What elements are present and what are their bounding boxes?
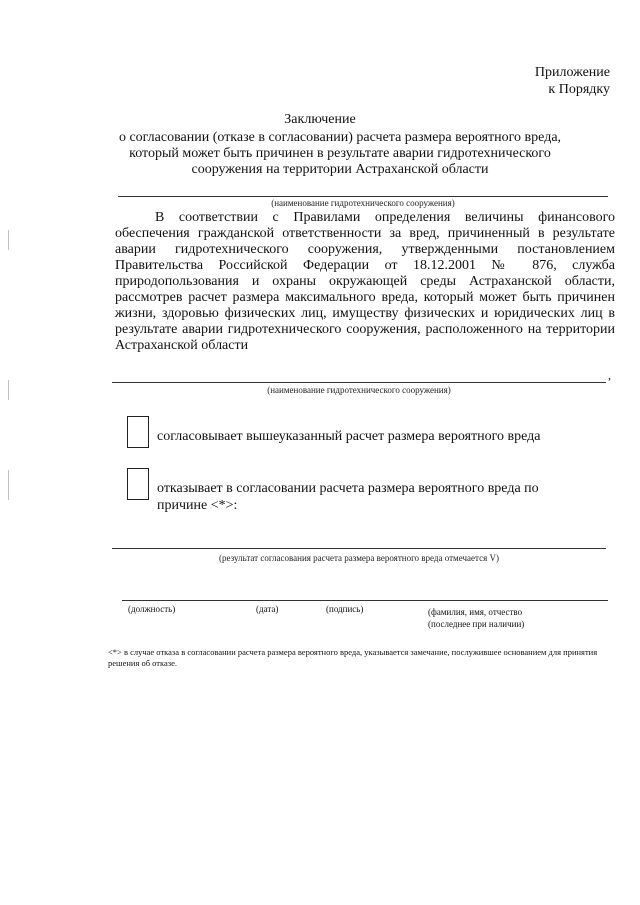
structure-name-line-2 bbox=[112, 382, 606, 383]
footnote: <*> в случае отказа в согласовании расчета размера вероятного вреда, указывается замечание, послужившее основанием для принятия решения об отказе. bbox=[108, 647, 598, 668]
scan-mark bbox=[8, 380, 9, 400]
refuse-line: причине <*>: bbox=[157, 498, 238, 513]
subtitle-line: о согласовании (отказе в согласовании) расчета размера вероятного вреда, bbox=[118, 130, 562, 145]
document-subtitle bbox=[60, 130, 620, 178]
structure-name-caption-2: (наименование гидротехнического сооружения) bbox=[267, 385, 451, 395]
agree-option-label: согласовывает вышеуказанный расчет размера вероятного вреда bbox=[157, 429, 541, 444]
refuse-checkbox[interactable] bbox=[127, 468, 149, 500]
name-caption-line: (фамилия, имя, отчество bbox=[428, 607, 523, 617]
full-name-caption bbox=[428, 606, 524, 630]
signature-line bbox=[122, 600, 608, 601]
structure-name-caption: (наименование гидротехнического сооружения) bbox=[271, 198, 455, 208]
appendix-label bbox=[535, 64, 610, 98]
body-text: В соответствии с Правилами определения величины финансового обеспечения гражданской ответственности за вред, причиненный в результате аварии гидротехнического сооружения, утвержденными постановлением Правительства Российской Федерации от 18.12.2001 № 876, служба природопользования и охраны окружающей среды Астраханской области, рассмотрев расчет размера максимального вреда, который может быть причинен жизни, здоровью физических лиц, имуществу физических и юридических лиц в результате аварии гидротехнического сооружения, расположенного на территории Астраханской области bbox=[115, 210, 615, 353]
result-caption: (результат согласования расчета размера вероятного вреда отмечается V) bbox=[219, 553, 499, 563]
sign-caption: (подпись) bbox=[326, 604, 364, 614]
refuse-option-label bbox=[157, 480, 617, 514]
document-title: Заключение bbox=[284, 112, 356, 127]
position-caption: (должность) bbox=[128, 604, 176, 614]
structure-name-line bbox=[118, 196, 608, 197]
scan-mark bbox=[8, 470, 9, 500]
line-end-mark: , bbox=[608, 368, 611, 382]
body-paragraph bbox=[115, 210, 615, 354]
scan-mark bbox=[8, 230, 9, 250]
date-caption: (дата) bbox=[256, 604, 279, 614]
name-caption-line: (последнее при наличии) bbox=[428, 619, 525, 629]
agree-checkbox[interactable] bbox=[127, 416, 149, 448]
refuse-line: отказывает в согласовании расчета размера вероятного вреда по bbox=[157, 481, 539, 496]
appendix-line: Приложение bbox=[534, 65, 610, 80]
subtitle-line: который может быть причинен в результате аварии гидротехнического bbox=[129, 146, 551, 161]
result-line bbox=[112, 548, 606, 549]
appendix-line: к Порядку bbox=[548, 82, 610, 97]
subtitle-line: сооружения на территории Астраханской области bbox=[191, 162, 489, 177]
